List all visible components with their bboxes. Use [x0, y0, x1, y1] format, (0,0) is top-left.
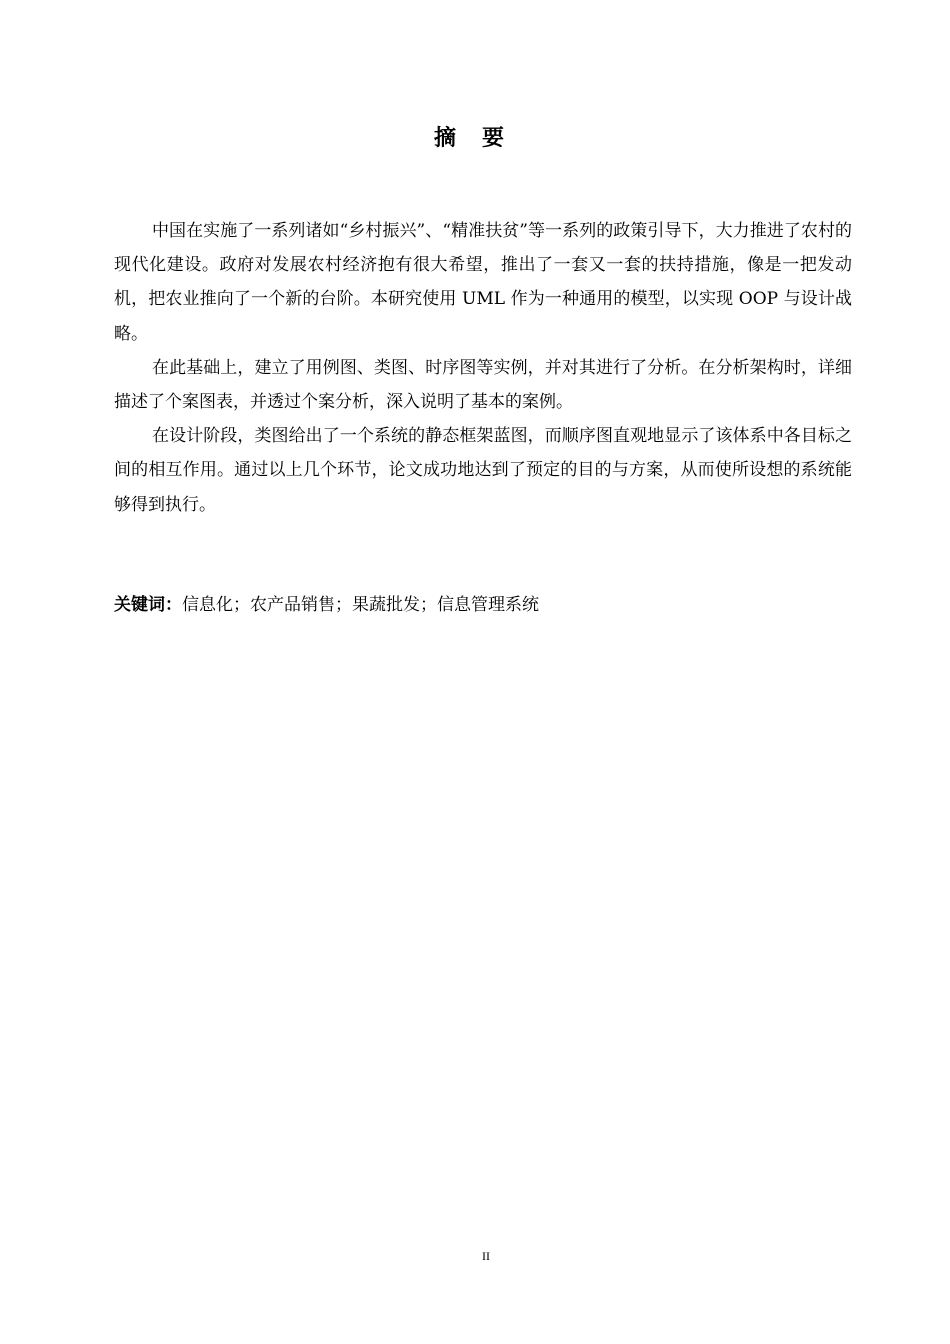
abstract-paragraph-2: 在此基础上，建立了用例图、类图、时序图等实例，并对其进行了分析。在分析架构时，详细描述了个案图表，并透过个案分析，深入说明了基本的案例。	[114, 357, 852, 413]
keywords-list: 信息化；农产品销售；果蔬批发；信息管理系统	[182, 595, 539, 615]
abstract-title: 摘要	[433, 126, 530, 151]
keywords-line	[114, 590, 852, 620]
abstract-body	[114, 214, 852, 522]
abstract-paragraph-3: 在设计阶段，类图给出了一个系统的静态框架蓝图，而顺序图直观地显示了该体系中各目标之间的相互作用。通过以上几个环节，论文成功地达到了预定的目的与方案，从而使所设想的系统能够得到执行。	[114, 426, 852, 515]
keywords-label: 关键词：	[114, 595, 182, 615]
page-number: II	[482, 1249, 490, 1263]
abstract-paragraph-1: 中国在实施了一系列诸如“乡村振兴”、“精准扶贫”等一系列的政策引导下，大力推进了农村的现代化建设。政府对发展农村经济抱有很大希望，推出了一套又一套的扶持措施，像是一把发动机，把农业推向了一个新的台阶。本研究使用 UML 作为一种通用的模型，以实现 OOP 与设计战略。	[114, 221, 852, 344]
